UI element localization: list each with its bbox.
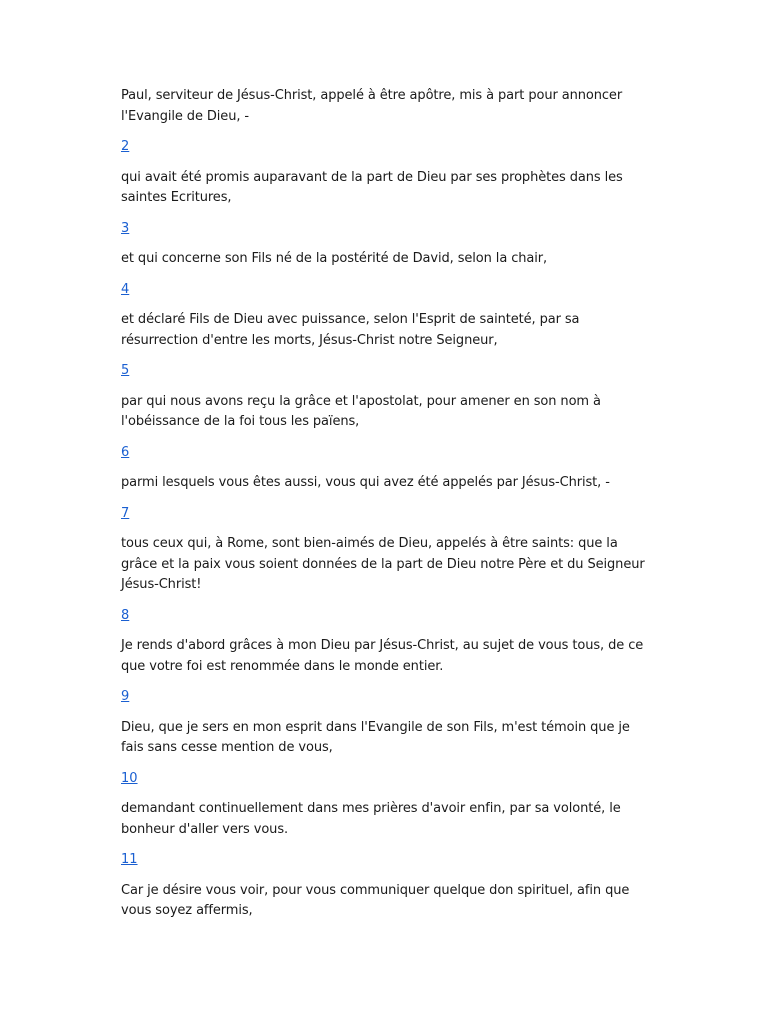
verse-6-link[interactable]: 6 <box>121 444 130 460</box>
verse-2-text: qui avait été promis auparavant de la part de Dieu par ses prophètes dans les saintes Ecritures, <box>121 169 623 205</box>
verse-7-link[interactable]: 7 <box>121 505 130 521</box>
verse-4-link[interactable]: 4 <box>121 281 130 297</box>
verse-8-link[interactable]: 8 <box>121 607 130 623</box>
verse-9-text: Dieu, que je sers en mon esprit dans l'Evangile de son Fils, m'est témoin que je fais sans cesse mention de vous, <box>121 719 630 755</box>
verse-8-text: Je rends d'abord grâces à mon Dieu par Jésus-Christ, au sujet de vous tous, de ce que votre foi est renommée dans le monde entier. <box>121 638 644 674</box>
verse-4-text: et déclaré Fils de Dieu avec puissance, selon l'Esprit de sainteté, par sa résurrection d'entre les morts, Jésus-Christ notre Seigneur, <box>121 312 580 348</box>
verse-2-link[interactable]: 2 <box>121 139 130 154</box>
verse-10-text: demandant continuellement dans mes prières d'avoir enfin, par sa volonté, le bonheur d'aller vers vous. <box>121 801 621 837</box>
verse-3-text: et qui concerne son Fils né de la postérité de David, selon la chair, <box>121 251 548 266</box>
verse-5-link[interactable]: 5 <box>121 363 130 378</box>
verse-1-text: Paul, serviteur de Jésus-Christ, appelé à être apôtre, mis à part pour annoncer l'Evangile de Dieu, - <box>121 88 623 124</box>
verse-10-link[interactable]: 10 <box>121 770 138 786</box>
verse-11-text: Car je désire vous voir, pour vous communiquer quelque don spirituel, afin que vous soyez affermis, <box>121 882 630 918</box>
document-page <box>121 86 656 922</box>
verse-5-text: par qui nous avons reçu la grâce et l'apostolat, pour amener en son nom à l'obéissance de la foi tous les païens, <box>121 393 601 429</box>
verse-9-link[interactable]: 9 <box>121 689 130 704</box>
verse-6-text: parmi lesquels vous êtes aussi, vous qui avez été appelés par Jésus-Christ, - <box>121 475 610 490</box>
verse-7-text: tous ceux qui, à Rome, sont bien-aimés de Dieu, appelés à être saints: que la grâce et la paix vous soient données de la part de Dieu notre Père et du Seigneur Jésus-Christ! <box>121 536 645 592</box>
verse-3-link[interactable]: 3 <box>121 220 130 236</box>
verse-11-link[interactable]: 11 <box>121 852 138 867</box>
